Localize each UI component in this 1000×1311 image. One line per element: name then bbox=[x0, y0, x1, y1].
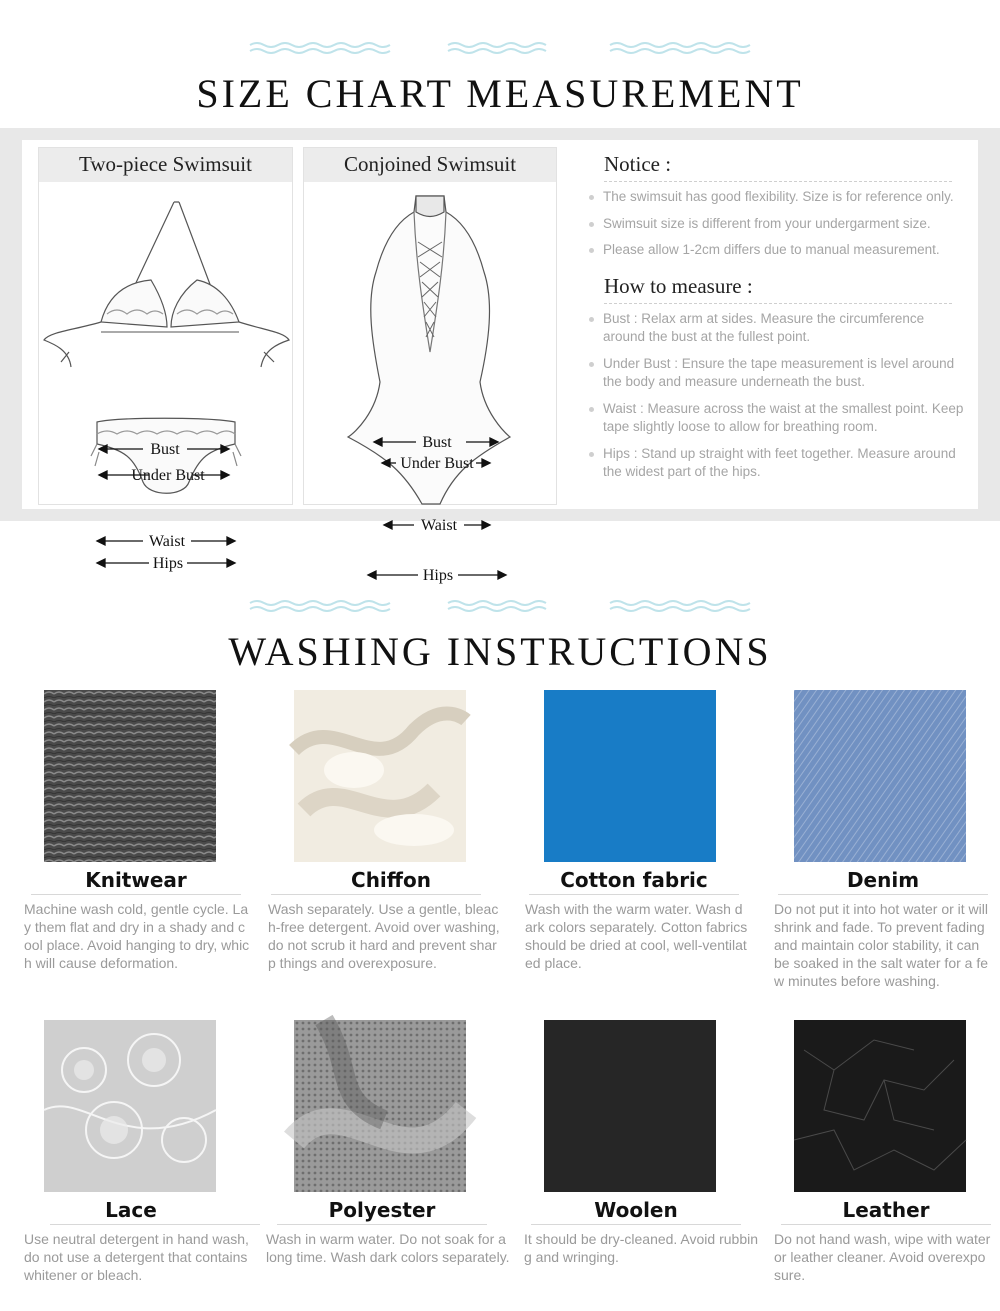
divider bbox=[529, 894, 739, 895]
fabric-desc-lace: Use neutral detergent in hand wash, do not use a detergent that contains whitener or bleach. bbox=[24, 1231, 249, 1283]
cotton-fabric-swatch bbox=[544, 690, 716, 862]
two-piece-under-bust-label: Under Bust bbox=[131, 467, 205, 484]
measurement-notes bbox=[586, 152, 966, 490]
notice-item: The swimsuit has good flexibility. Size is for reference only. bbox=[586, 188, 966, 207]
wave-decoration-washing bbox=[0, 598, 1000, 614]
leather-swatch bbox=[794, 1020, 966, 1192]
fabric-desc-woolen: It should be dry-cleaned. Avoid rubbing and wringing. bbox=[524, 1231, 759, 1265]
fabric-desc-cotton: Wash with the warm water. Wash dark colors separately. Cotton fabrics should be dried at cool, well-ventilated place. bbox=[525, 901, 748, 971]
bikini-illustration bbox=[39, 182, 292, 572]
fabric-name-woolen: Woolen bbox=[594, 1198, 678, 1222]
fabric-name-knitwear: Knitwear bbox=[85, 868, 187, 892]
conjoined-bust-label: Bust bbox=[422, 434, 452, 451]
divider bbox=[778, 894, 988, 895]
conjoined-under-bust-label: Under Bust bbox=[400, 455, 474, 472]
two-piece-hips-label: Hips bbox=[152, 555, 184, 572]
conjoined-diagram bbox=[303, 147, 557, 584]
fabric-desc-leather: Do not hand wash, wipe with water or leather cleaner. Avoid overexposure. bbox=[774, 1231, 991, 1283]
fabric-name-chiffon: Chiffon bbox=[351, 868, 431, 892]
wave-decoration-top bbox=[0, 40, 1000, 56]
how-to-item: Bust : Relax arm at sides. Measure the circumference around the bust at the fullest point. bbox=[586, 310, 966, 347]
fabric-name-leather: Leather bbox=[842, 1198, 930, 1222]
two-piece-bust-label: Bust bbox=[150, 441, 180, 458]
conjoined-hips-label: Hips bbox=[422, 567, 454, 584]
lace-swatch bbox=[44, 1020, 216, 1192]
how-to-measure-heading: How to measure : bbox=[604, 274, 952, 304]
fabric-desc-knitwear: Machine wash cold, gentle cycle. Lay them flat and dry in a shady and cool place. Avoid hanging to dry, which will cause deformation. bbox=[24, 901, 250, 971]
one-piece-illustration bbox=[304, 182, 556, 584]
divider bbox=[531, 1224, 741, 1225]
notice-item: Swimsuit size is different from your undergarment size. bbox=[586, 215, 966, 234]
how-to-item: Hips : Stand up straight with feet together. Measure around the widest part of the hips. bbox=[586, 445, 966, 482]
how-to-item: Under Bust : Ensure the tape measurement is level around the body and measure underneath the bust. bbox=[586, 355, 966, 392]
divider bbox=[277, 1224, 487, 1225]
divider bbox=[271, 894, 481, 895]
divider bbox=[781, 1224, 991, 1225]
chiffon-swatch bbox=[294, 690, 466, 862]
two-piece-diagram bbox=[38, 147, 293, 572]
fabric-desc-polyester: Wash in warm water. Do not soak for a long time. Wash dark colors separately. bbox=[266, 1231, 510, 1265]
size-chart-title: SIZE CHART MEASUREMENT bbox=[196, 71, 804, 116]
fabric-desc-chiffon: Wash separately. Use a gentle, bleach-free detergent. Avoid over washing, do not scrub it hard and prevent sharp things and overexposure. bbox=[268, 901, 500, 971]
conjoined-waist-label: Waist bbox=[420, 517, 458, 534]
fabric-name-lace: Lace bbox=[105, 1198, 157, 1222]
notice-list bbox=[586, 188, 966, 260]
denim-swatch bbox=[794, 690, 966, 862]
how-to-item: Waist : Measure across the waist at the smallest point. Keep tape slightly loose to allow for breathing room. bbox=[586, 400, 966, 437]
how-to-list bbox=[586, 310, 966, 482]
two-piece-waist-label: Waist bbox=[148, 533, 186, 550]
notice-item: Please allow 1-2cm differs due to manual measurement. bbox=[586, 241, 966, 260]
fabric-name-denim: Denim bbox=[846, 868, 920, 892]
fabric-name-cotton: Cotton fabric bbox=[560, 868, 708, 892]
two-piece-heading: Two-piece Swimsuit bbox=[39, 148, 292, 182]
polyester-swatch bbox=[294, 1020, 466, 1192]
divider bbox=[31, 894, 241, 895]
knitwear-swatch bbox=[44, 690, 216, 862]
conjoined-heading: Conjoined Swimsuit bbox=[304, 148, 556, 182]
notice-heading: Notice : bbox=[604, 152, 952, 182]
fabric-desc-denim: Do not put it into hot water or it will shrink and fade. To prevent fading and maintain color stability, it can be soaked in the salt water for a few minutes before washing. bbox=[774, 901, 989, 989]
divider bbox=[50, 1224, 260, 1225]
fabric-name-polyester: Polyester bbox=[328, 1198, 436, 1222]
woolen-swatch bbox=[544, 1020, 716, 1192]
washing-title: WASHING INSTRUCTIONS bbox=[228, 629, 772, 674]
